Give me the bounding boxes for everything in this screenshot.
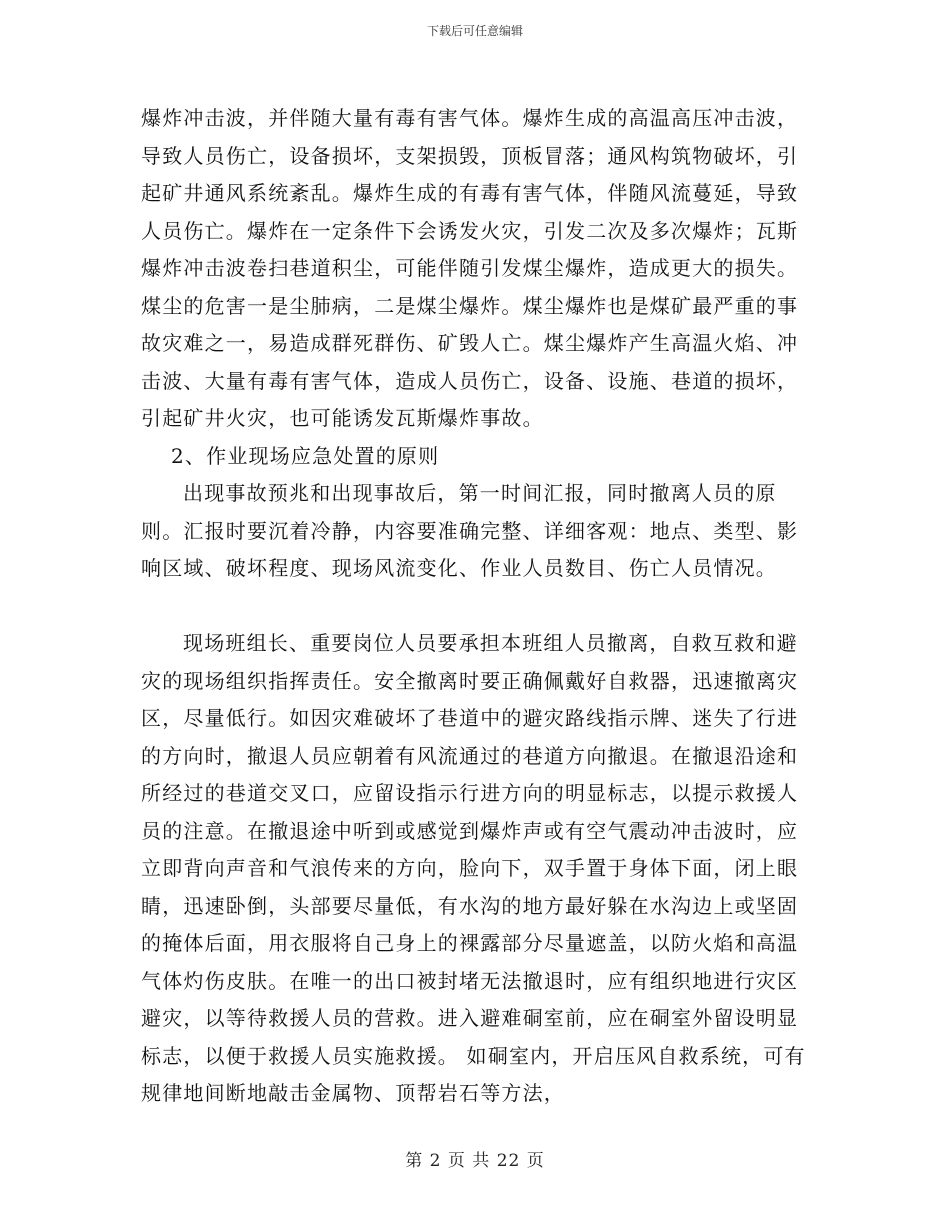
paragraph-spacer — [141, 588, 813, 626]
page-number: 第 2 页 共 22 页 — [405, 1151, 545, 1171]
body-paragraph-3: 现场班组长、重要岗位人员要承担本班组人员撤离，自救互救和避灾的现场组织指挥责任。安全撤离时要正确佩戴好自救器，迅速撤离灾区，尽量低行。如因灾难破坏了巷道中的避灾路线指示牌、迷失了行进的方向时，撤退人员应朝着有风流通过的巷道方向撤退。在撤退沿途和所经过的巷道交叉口，应留设指示行进方向的明显标志，以提示救援人员的注意。在撤退途中听到或感觉到爆炸声或有空气震动冲击波时，应立即背向声音和气浪传来的方向，脸向下，双手置于身体下面，闭上眼睛，迅速卧倒，头部要尽量低，有水沟的地方最好躲在水沟边上或坚固的掩体后面，用衣服将自己身上的裸露部分尽量遮盖，以防火焰和高温气体灼伤皮肤。在唯一的出口被封堵无法撤退时，应有组织地进行灾区避灾，以等待救援人员的营救。进入避难硐室前，应在硐室外留设明显标志，以便于救援人员实施救援。 如硐室内，开启压风自救系统，可有规律地间断地敲击金属物、顶帮岩石等方法， — [141, 631, 806, 1105]
section-heading: 2、作业现场应急处置的原则 — [171, 443, 440, 468]
body-paragraph-1: 爆炸冲击波，并伴随大量有毒有害气体。爆炸生成的高温高压冲击波，导致人员伤亡，设备损坏，支架损毁，顶板冒落；通风构筑物破坏，引起矿井通风系统紊乱。爆炸生成的有毒有害气体，伴随风流蔓延，导致人员伤亡。爆炸在一定条件下会诱发火灾，引发二次及多次爆炸；瓦斯爆炸冲击波卷扫巷道积尘，可能伴随引发煤尘爆炸，造成更大的损失。 煤尘的危害一是尘肺病，二是煤尘爆炸。煤尘爆炸也是煤矿最严重的事故灾难之一，易造成群死群伤、矿毁人亡。煤尘爆炸产生高温火焰、冲击波、大量有毒有害气体，造成人员伤亡，设备、设施、巷道的损坏，引起矿井火灾，也可能诱发瓦斯爆炸事故。 — [141, 106, 799, 430]
page-header-note: 下载后可任意编辑 — [426, 24, 523, 38]
document-body — [141, 100, 813, 1113]
body-paragraph-2: 出现事故预兆和出现事故后，第一时间汇报，同时撤离人员的原则。汇报时要沉着冷静，内容要准确完整、详细客观：地点、类型、影响区域、破坏程度、现场风流变化、作业人员数目、伤亡人员情况。 — [141, 481, 799, 580]
